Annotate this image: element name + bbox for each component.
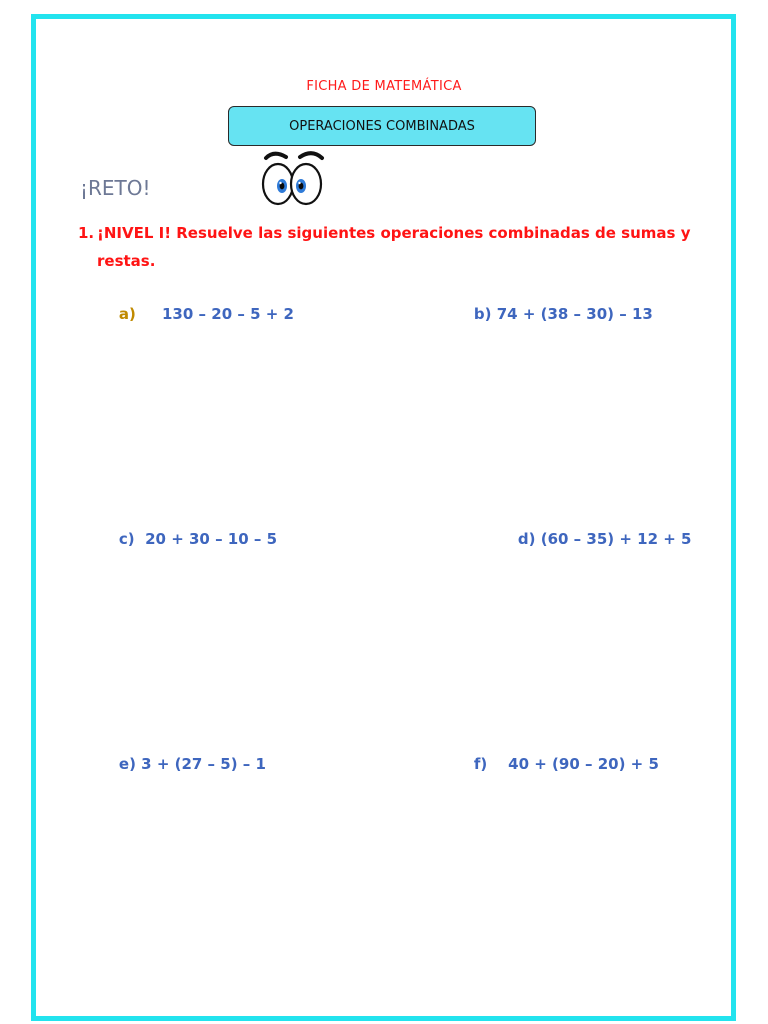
exercise-a: [98, 287, 294, 341]
exercise-e-expression: 3 + (27 – 5) – 1: [141, 755, 266, 773]
exercise-e: [98, 737, 266, 791]
topic-label: OPERACIONES COMBINADAS: [289, 118, 475, 134]
exercise-c: [98, 512, 277, 566]
exercise-f-expression: 40 + (90 – 20) + 5: [508, 755, 659, 773]
worksheet-title: FICHA DE MATEMÁTICA: [306, 79, 462, 94]
exercise-c-label: c): [118, 530, 135, 548]
cartoon-eyes-icon: [254, 148, 328, 210]
instruction-line-1: [78, 219, 698, 247]
instruction-text-1: ¡NIVEL I! Resuelve las siguientes operaciones combinadas de sumas y: [97, 224, 691, 242]
challenge-label: ¡RETO!: [80, 176, 151, 200]
exercise-d: [497, 512, 691, 566]
exercise-a-label: a): [118, 305, 136, 323]
exercise-c-expression: 20 + 30 – 10 – 5: [145, 530, 278, 548]
instruction-line-2: restas.: [97, 252, 156, 270]
exercise-b-label: b): [473, 305, 492, 323]
topic-box: [228, 106, 536, 146]
exercise-f: [453, 737, 659, 791]
exercise-f-label: f): [473, 755, 488, 773]
exercise-b-expression: 74 + (38 – 30) – 13: [496, 305, 653, 323]
exercise-b: [453, 287, 653, 341]
instruction-number: 1.: [78, 224, 95, 242]
exercise-d-label: d): [517, 530, 536, 548]
exercise-a-expression: 130 – 20 – 5 + 2: [162, 305, 294, 323]
exercise-d-expression: (60 – 35) + 12 + 5: [540, 530, 692, 548]
instruction: [78, 219, 698, 275]
exercise-e-label: e): [118, 755, 136, 773]
